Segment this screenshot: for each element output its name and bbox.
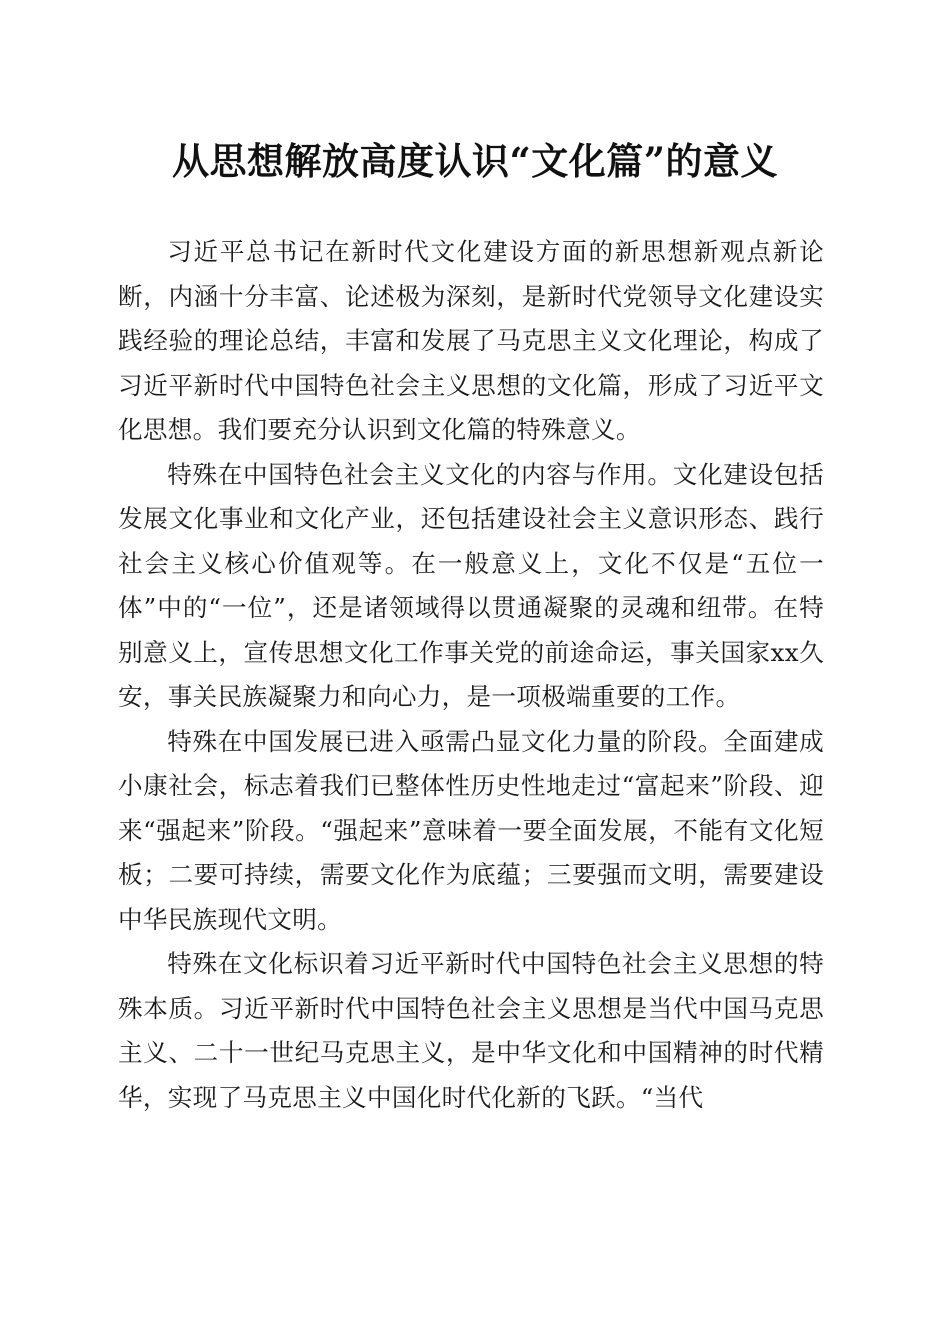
paragraph: 特殊在中国特色社会主义文化的内容与作用。文化建设包括发展文化事业和文化产业，还包括建设社会主义意识形态、践行社会主义核心价值观等。在一般意义上，文化不仅是“五位一体”中的“一位”，还是诸领域得以贯通凝聚的灵魂和纽带。在特别意义上，宣传思想文化工作事关党的前途命运，事关国家xx久安，事关民族凝聚力和向心力，是一项极端重要的工作。 — [118, 459, 824, 711]
paragraph: 特殊在中国发展已进入亟需凸显文化力量的阶段。全面建成小康社会，标志着我们已整体性历史性地走过“富起来”阶段、迎来“强起来”阶段。“强起来”意味着一要全面发展，不能有文化短板；二要可持续，需要文化作为底蕴；三要强而文明，需要建设中华民族现代文明。 — [118, 726, 824, 934]
document-body — [118, 230, 824, 1120]
document-title: 从思想解放高度认识“文化篇”的意义 — [171, 139, 779, 183]
paragraph: 特殊在文化标识着习近平新时代中国特色社会主义思想的特殊本质。习近平新时代中国特色社会主义思想是当代中国马克思主义、二十一世纪马克思主义，是中华文化和中国精神的时代精华，实现了马克思主义中国化时代化新的飞跃。“当代 — [118, 949, 824, 1112]
paragraph: 习近平总书记在新时代文化建设方面的新思想新观点新论断，内涵十分丰富、论述极为深刻，是新时代党领导文化建设实践经验的理论总结，丰富和发展了马克思主义文化理论，构成了习近平新时代中国特色社会主义思想的文化篇，形成了习近平文化思想。我们要充分认识到文化篇的特殊意义。 — [118, 237, 824, 444]
